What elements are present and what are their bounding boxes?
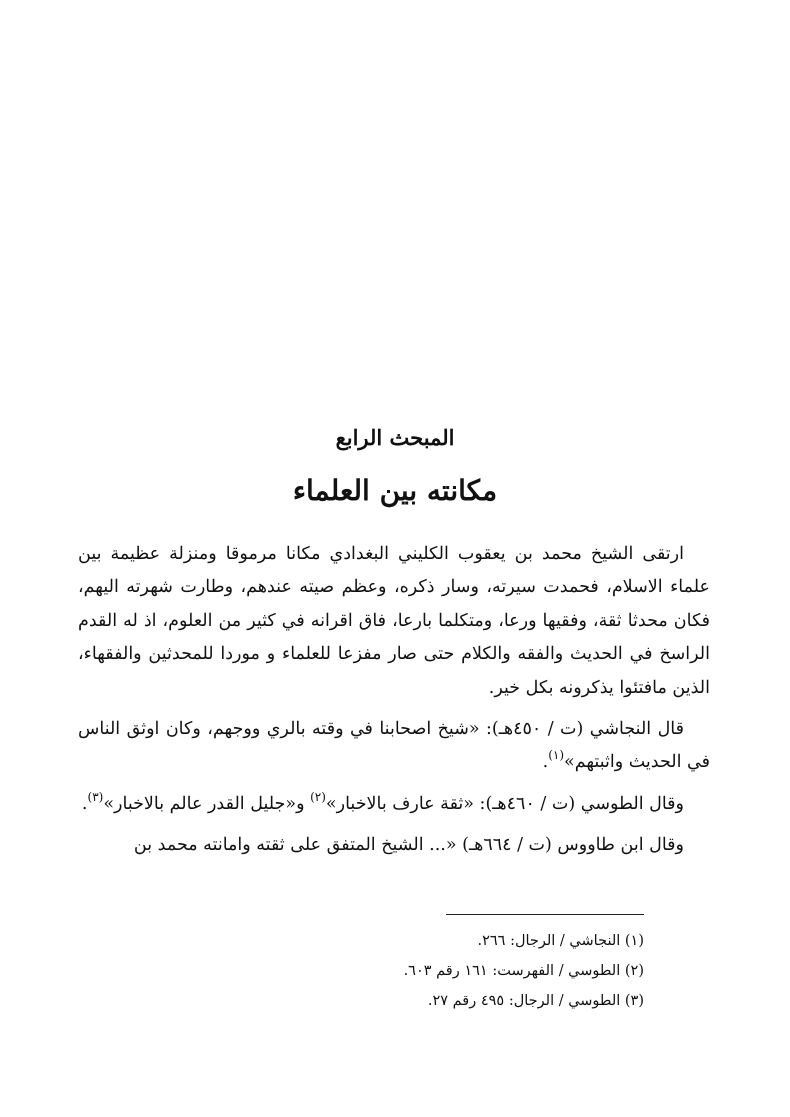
section-title: المبحث الرابع	[335, 425, 455, 450]
footnote-ref-3: (٣)	[87, 789, 104, 804]
footnote-ref-1: (١)	[548, 748, 565, 763]
tusi-quote-text-a: وقال الطوسي (ت / ٤٦٠هـ): «ثقة عارف بالاخبار»	[325, 793, 684, 814]
paragraph-tusi-quote	[78, 788, 710, 821]
footnote-1: (١) النجاشي / الرجال: ٢٦٦.	[477, 933, 644, 949]
headings	[0, 418, 790, 514]
najashi-quote-end: .	[542, 752, 549, 773]
tusi-quote-end: .	[81, 793, 88, 814]
paragraph-najashi-quote	[78, 713, 710, 780]
paragraph-intro: ارتقى الشيخ محمد بن يعقوب الكليني البغدادي مكانا مرموقا ومنزلة عظيمة بين علماء الاسلام، فحمدت سيرته، وسار ذكره، وعظم صيته عندهم، وطارت شهرته اليهم، فكان محدثا ثقة، وفقيها ورعا، ومتكلما بارعا، فاق اقرانه في كثير من العلوم، اذ له القدم الراسخ في الحديث والفقه والكلام حتى صار مفزعا للعلماء و موردا للمحدثين والفقهاء، الذين مافتئوا يذكرونه بكل خير.	[78, 544, 710, 698]
footnotes	[150, 926, 644, 1016]
chapter-title: مكانته بين العلماء	[292, 474, 498, 507]
footnote-2: (٢) الطوسي / الفهرست: ١٦١ رقم ٦٠٣.	[403, 963, 644, 979]
body-text	[78, 538, 710, 863]
footnote-3: (٣) الطوسي / الرجال: ٤٩٥ رقم ٢٧.	[427, 993, 644, 1009]
paragraph-tawus-quote: وقال ابن طاووس (ت / ٦٦٤هـ) «... الشيخ المتفق على ثقته وامانته محمد بن	[133, 835, 684, 856]
tusi-quote-text-b: و«جليل القدر عالم بالاخبار»	[103, 793, 311, 814]
najashi-quote-text: قال النجاشي (ت / ٤٥٠هـ): «شيخ اصحابنا في وقته بالري ووجهم، وكان اوثق الناس في الحديث واثبتهم»	[78, 719, 710, 773]
footnote-ref-2: (٢)	[310, 789, 326, 804]
footnote-divider	[446, 914, 644, 915]
